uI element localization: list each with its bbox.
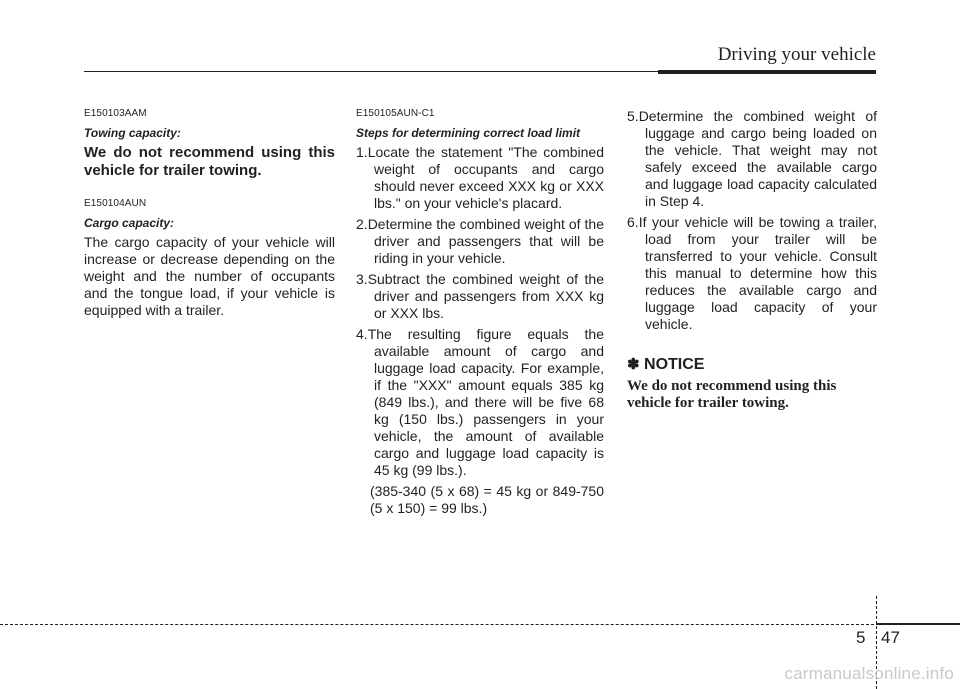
- cargo-capacity-text: The cargo capacity of your vehicle will increase or decrease depending on the weight and the number of occupants and the tongue load, if your vehicle is equipped with a trailer.: [84, 234, 335, 318]
- steps-list: [356, 144, 604, 479]
- section-code: E150103AAM: [84, 108, 147, 119]
- footer-rule: [0, 624, 874, 625]
- steps-list-continued: [627, 108, 877, 333]
- header-rule-accent: [658, 70, 876, 74]
- subheading-cargo-capacity: Cargo capacity:: [84, 216, 175, 230]
- list-item: 5.Determine the combined weight of luggage and cargo being loaded on the vehicle. That weight may not safely exceed the available cargo and luggage load capacity calculated in Step 4.: [627, 108, 877, 209]
- notice-heading: [627, 355, 877, 374]
- subheading-towing-capacity: Towing capacity:: [84, 126, 181, 140]
- notice-label: NOTICE: [644, 356, 705, 373]
- section-code: E150104AUN: [84, 198, 147, 209]
- footer-rule-accent: [876, 623, 960, 625]
- towing-statement: We do not recommend using this vehicle for trailer towing.: [84, 144, 335, 179]
- list-item: 3.Subtract the combined weight of the driver and passengers from XXX kg or XXX lbs.: [356, 271, 604, 321]
- list-item: 4.The resulting figure equals the available amount of cargo and luggage load capacity. For example, if the "XXX" amount equals 385 kg (849 lbs.), and there will be five 68 kg (150 lbs.) passengers in your vehicle, the amount of available cargo and luggage load capacity is 45 kg (99 lbs.).: [356, 326, 604, 478]
- notice-text: We do not recommend using this vehicle for trailer towing.: [627, 378, 837, 411]
- formula-text: (385-340 (5 x 68) = 45 kg or 849-750 (5 x 150) = 99 lbs.): [370, 483, 604, 516]
- column-middle: [356, 108, 604, 517]
- subheading-load-limit: Steps for determining correct load limit: [356, 126, 581, 140]
- section-code: E150105AUN-C1: [356, 108, 435, 119]
- watermark: carmanualsonline.info: [784, 664, 954, 683]
- list-item: 1.Locate the statement "The combined weight of occupants and cargo should never exceed XXX kg or XXX lbs." on your vehicle's placard.: [356, 144, 604, 211]
- column-left: [84, 108, 335, 319]
- page-number: 47: [881, 628, 900, 647]
- list-item: 2.Determine the combined weight of the driver and passengers that will be riding in your vehicle.: [356, 216, 604, 266]
- header-rule: [84, 71, 660, 72]
- asterisk-icon: ✽: [627, 356, 640, 373]
- list-item: 6.If your vehicle will be towing a trailer, load from your trailer will be transferred to your vehicle. Consult this manual to determine how this reduces the available cargo and luggage load capacity of your vehicle.: [627, 214, 877, 332]
- page-header-title: Driving your vehicle: [717, 44, 876, 65]
- section-number: 5: [856, 628, 866, 647]
- column-right: [627, 108, 877, 412]
